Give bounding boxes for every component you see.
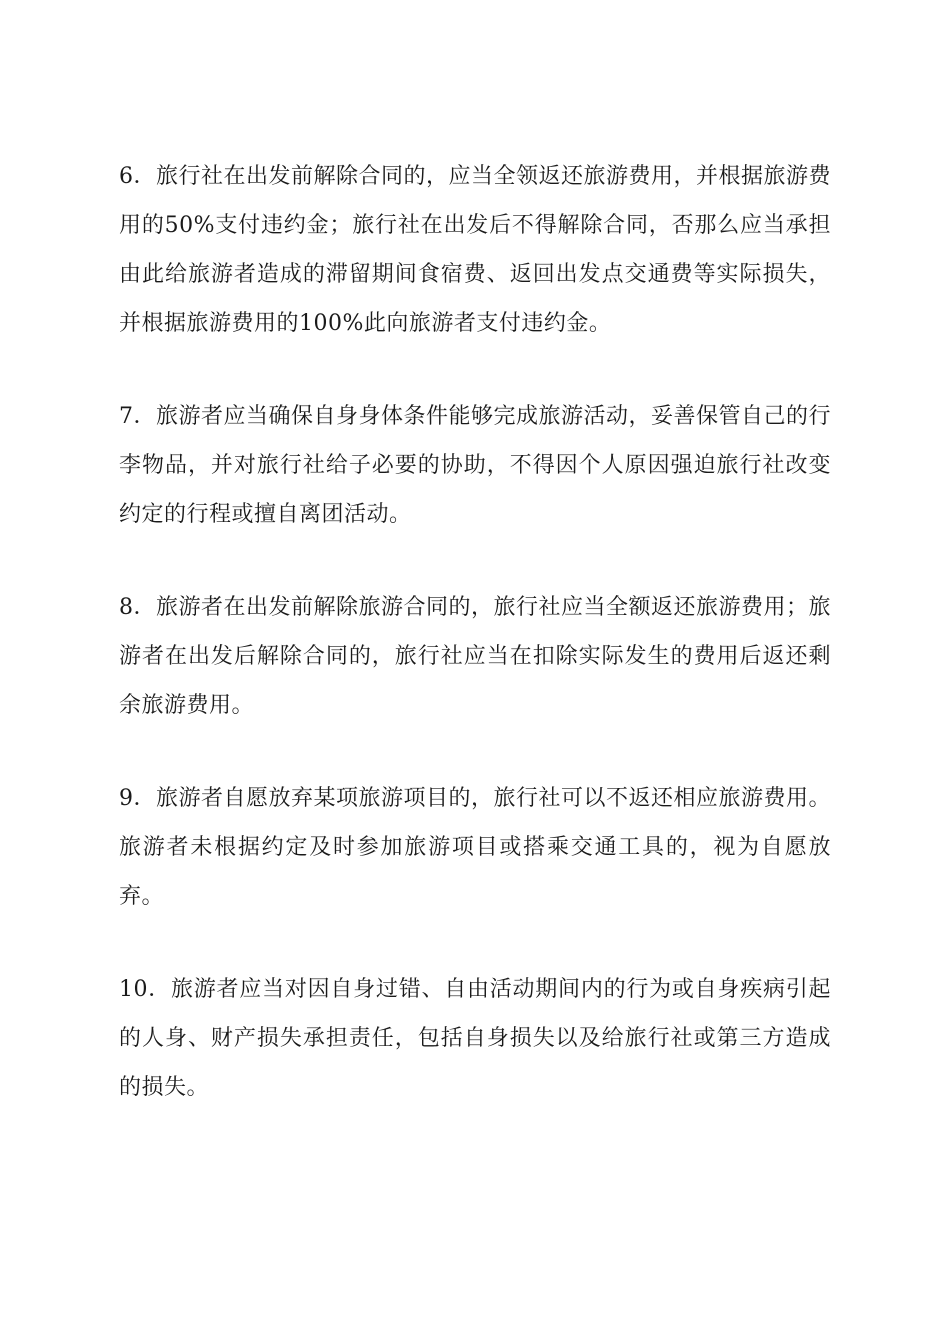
document-body: [119, 152, 831, 1156]
clause-8-paragraph: 8．旅游者在出发前解除旅游合同的，旅行社应当全额返还旅游费用；旅游者在出发后解除合同的，旅行社应当在扣除实际发生的费用后返还剩余旅游费用。: [119, 595, 831, 718]
clause-9-paragraph: 9．旅游者自愿放弃某项旅游项目的，旅行社可以不返还相应旅游费用。旅游者未根据约定及时参加旅游项目或搭乘交通工具的，视为自愿放弃。: [119, 786, 831, 909]
clause-6-paragraph: 6．旅行社在出发前解除合同的，应当全领返还旅游费用，并根据旅游费用的50%支付违约金；旅行社在出发后不得解除合同，否那么应当承担由此给旅游者造成的滞留期间食宿费、返回出发点交通费等实际损失，并根据旅游费用的100%此向旅游者支付违约金。: [119, 164, 831, 336]
clause-7-paragraph: 7．旅游者应当确保自身身体条件能够完成旅游活动，妥善保管自己的行李物品，并对旅行社给子必要的协助，不得因个人原因强迫旅行社改变约定的行程或擅自离团活动。: [119, 404, 831, 527]
clause-10-paragraph: 10．旅游者应当对因自身过错、自由活动期间内的行为或自身疾病引起的人身、财产损失承担责任，包括自身损失以及给旅行社或第三方造成的损失。: [119, 977, 831, 1100]
